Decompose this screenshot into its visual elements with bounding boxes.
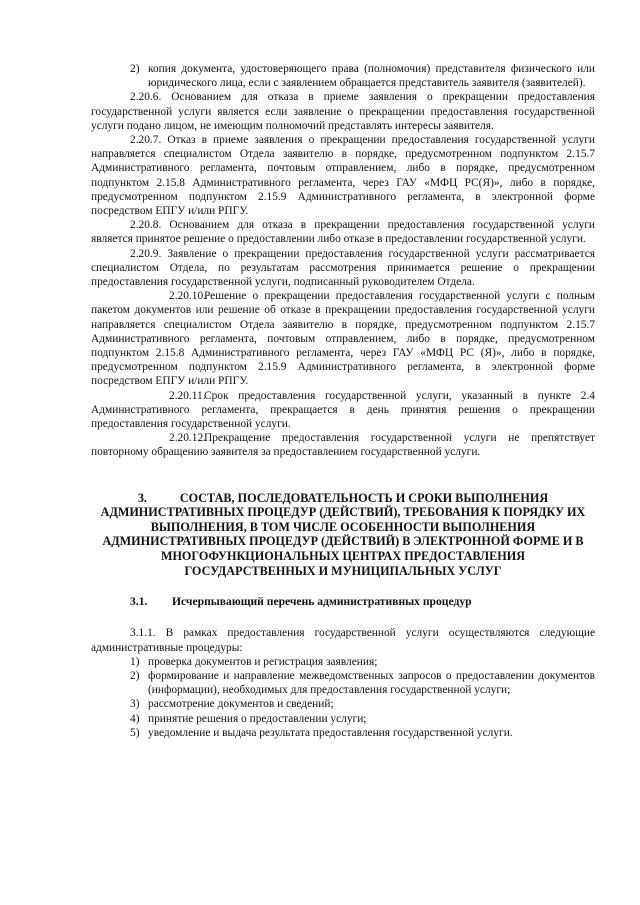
list-number: 3) [130,698,140,711]
paragraph-3-1-1: 3.1.1. В рамках предоставления государственной услуги осуществляются следующие административные процедуры: [91,627,595,654]
subsection-heading [91,595,595,609]
paragraph-2-20-7: 2.20.7. Отказ в приеме заявления о прекращении предоставления государственной услуги направляется специалистом Отдела заявителю в порядке, предусмотренном подпунктом 2.15.7 Административного регламента, почтовым отправлением, либо в порядке, предусмотренном подпунктом 2.15.8 Административного регламента, через ГАУ «МФЦ РС(Я)», либо в порядке, предусмотренном подпунктом 2.15.9 Административного регламента, в электронной форме посредством ЕПГУ и/или РПГУ. [91,134,595,218]
subsection-title: Исчерпывающий перечень административных процедур [172,595,472,609]
list-number: 1) [130,655,140,668]
clause-number: 2.20.12. [169,432,207,445]
document-body [91,62,595,740]
list-number: 2) [130,670,140,683]
subsection-number: 3.1. [130,595,148,609]
list-text: формирование и направление межведомственных запросов о предоставлении документов (информации), необходимых для предоставления государственной услуги; [148,670,595,697]
paragraph-2-20-8: 2.20.8. Основанием для отказа в прекращении предоставления государственной услуги является принятое решение о предоставлении либо отказе в предоставлении государственной услуги. [91,219,595,246]
list-number: 4) [130,712,140,725]
paragraph-2-20-12 [91,431,595,459]
clause-number: 2.20.10. [169,290,207,303]
paragraph-2-20-6: 2.20.6. Основанием для отказа в приеме заявления о прекращении предоставления государственной услуги является если заявление о прекращении предоставления государственной услуги подано лицом, не имеющим полномочий представлять интересы заявителя. [91,91,595,132]
list-item [91,669,595,697]
list-item [91,655,595,669]
clause-text: Решение о прекращении предоставления государственной услуги с полным пакетом документов или решение об отказе в прекращении предоставления государственной услуги направляется специалистом Отдела заявителю в порядке, предусмотренном подпунктом 2.15.7 Административного регламента, почтовым отправлением, либо в порядке, предусмотренном подпунктом 2.15.8 Административного регламента, через ГАУ «МФЦ РС (Я)», либо в порядке, предусмотренном подпунктом 2.15.9 Административного регламента, в электронной форме посредством ЕПГУ и/или РПГУ. [91,290,595,388]
clause-number: 2.20.11. [169,389,206,402]
list-item [91,697,595,711]
list-text: рассмотрение документов и сведений; [148,698,334,711]
paragraph-2-20-11 [91,389,595,432]
clause-text: Прекращение предоставления государственной услуги не препятствует повторному обращению заявителя за предоставлением государственной услуги. [91,432,595,459]
section-number: 3. [137,490,147,505]
list-text: принятие решения о предоставлении услуги; [148,712,367,725]
section-title: СОСТАВ, ПОСЛЕДОВАТЕЛЬНОСТЬ И СРОКИ ВЫПОЛНЕНИЯ АДМИНИСТРАТИВНЫХ ПРОЦЕДУР (ДЕЙСТВИЙ), ТРЕБОВАНИЯ К ПОРЯДКУ ИХ ВЫПОЛНЕНИЯ, В ТОМ ЧИСЛЕ ОСОБЕННОСТИ ВЫПОЛНЕНИЯ АДМИНИСТРАТИВНЫХ ПРОЦЕДУР (ДЕЙСТВИЙ) В ЭЛЕКТРОННОЙ ФОРМЕ И В МНОГОФУНКЦИОНАЛЬНЫХ ЦЕНТРАХ ПРЕДОСТАВЛЕНИЯ ГОСУДАРСТВЕННЫХ И МУНИЦИПАЛЬНЫХ УСЛУГ [100,490,586,578]
list-item [91,62,595,90]
clause-text: Срок предоставления государственной услуги, указанный в пункте 2.4 Административного регламента, прекращается в день принятия решения о прекращении предоставления государственной услуги. [91,389,595,431]
list-text: проверка документов и регистрация заявления; [148,655,378,668]
list-item [91,726,595,740]
paragraph-2-20-9: 2.20.9. Заявление о прекращении предоставления государственной услуги рассматривается специалистом Отдела, по результатам рассмотрения принимается решение о прекращении предоставления государственной услуги, подписанный руководителем Отдела. [91,247,595,289]
list-text: уведомление и выдача результата предоставления государственной услуги. [148,726,513,739]
section-heading [91,491,595,579]
list-number: 5) [130,726,140,739]
list-number: 2) [130,63,140,75]
list-item [91,712,595,726]
list-text: копия документа, удостоверяющего права (полномочия) представителя физического или юридического лица, если с заявлением обращается представитель заявителя (заявителей). [148,63,595,90]
paragraph-2-20-10 [91,289,595,388]
